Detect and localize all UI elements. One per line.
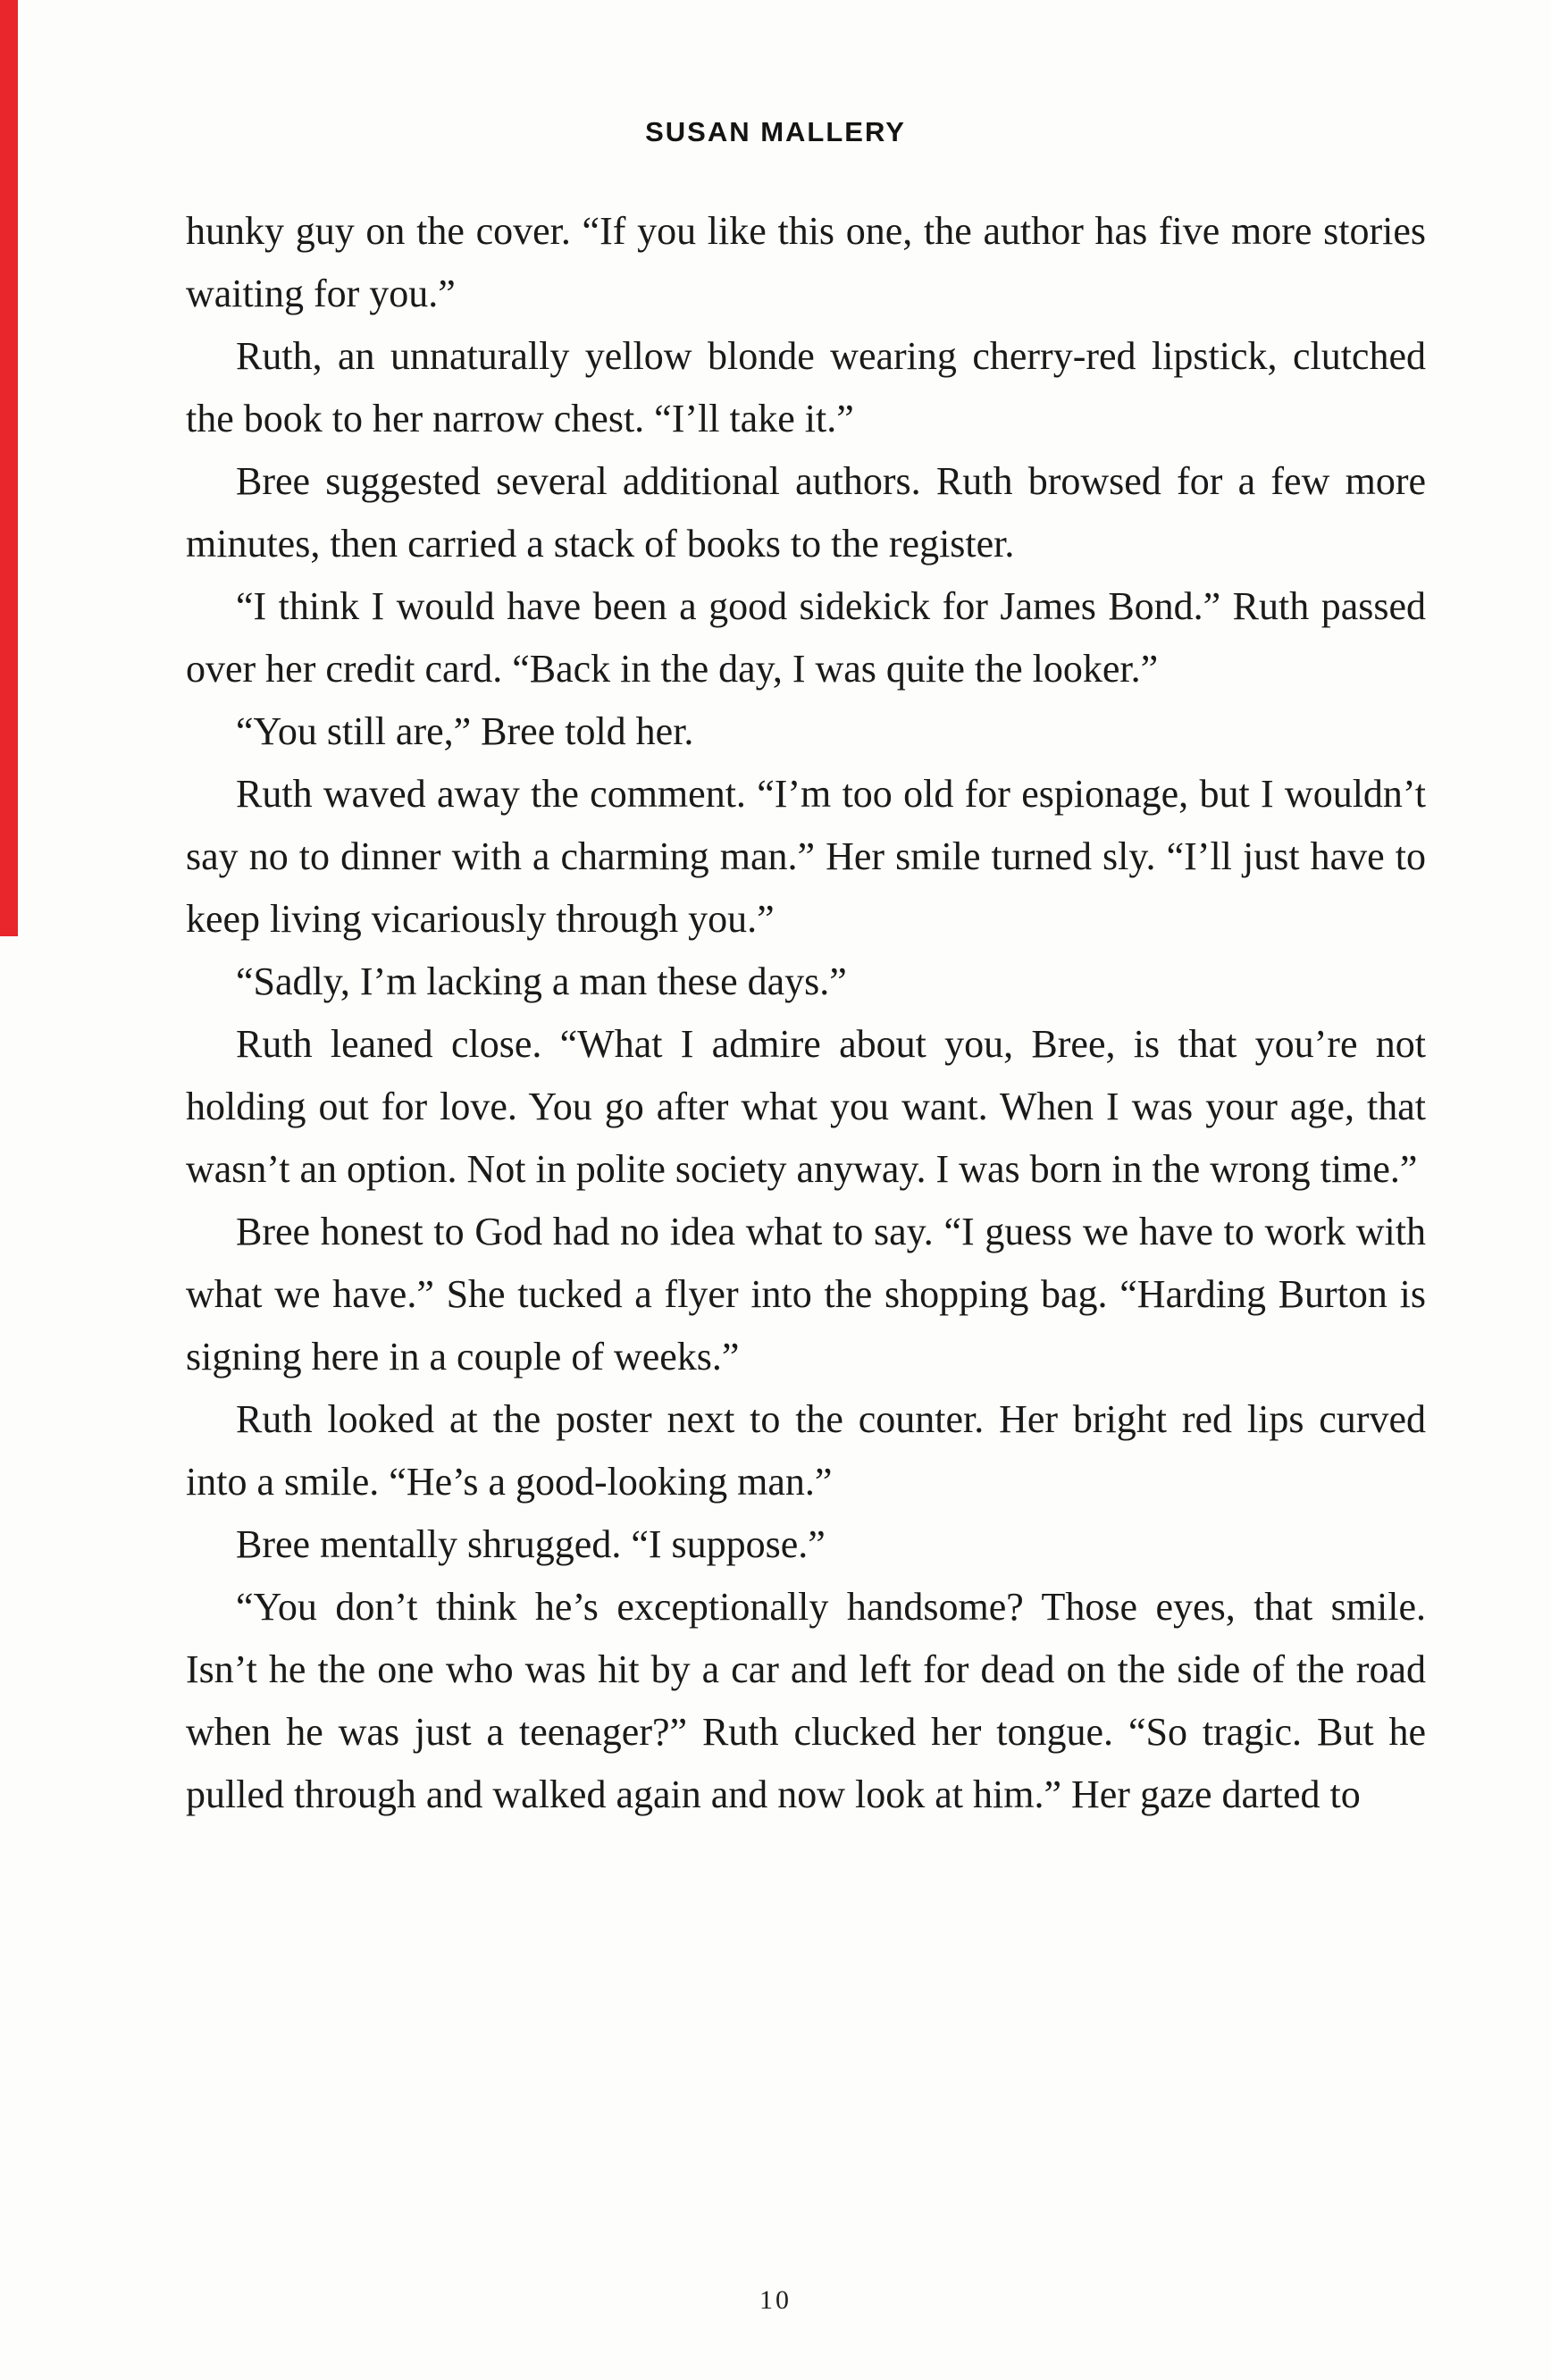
paragraph: “You still are,” Bree told her. — [236, 709, 694, 753]
paragraph: Ruth looked at the poster next to the counter. Her bright red lips curved into a smile. “He’s a good-looking man.” — [186, 1397, 1426, 1504]
paragraph: Ruth leaned close. “What I admire about you, Bree, is that you’re not holding out for love. You go after what you want. When I was your age, that wasn’t an option. Not in polite society anyway. I was born in the wrong time.” — [186, 1022, 1426, 1191]
paragraph: hunky guy on the cover. “If you like this one, the author has five more stories waiting for you.” — [186, 209, 1426, 315]
paragraph: Ruth waved away the comment. “I’m too old for espionage, but I wouldn’t say no to dinner with a charming man.” Her smile turned sly. “I’ll just have to keep living vicariously through you.” — [186, 772, 1426, 941]
paragraph: “I think I would have been a good sidekick for James Bond.” Ruth passed over her credit card. “Back in the day, I was quite the looker.” — [186, 584, 1426, 691]
running-header-author: SUSAN MALLERY — [645, 116, 906, 147]
paragraph: Bree mentally shrugged. “I suppose.” — [236, 1522, 826, 1566]
body-text — [186, 200, 1426, 1826]
paragraph: Bree honest to God had no idea what to say. “I guess we have to work with what we have.” She tucked a flyer into the shopping bag. “Harding Burton is signing here in a couple of weeks.” — [186, 1210, 1426, 1379]
paragraph: “Sadly, I’m lacking a man these days.” — [236, 960, 847, 1003]
page-number: 10 — [759, 2285, 792, 2315]
paragraph: “You don’t think he’s exceptionally handsome? Those eyes, that smile. Isn’t he the one who was hit by a car and left for dead on the side of the road when he was just a teenager?” Ruth clucked her tongue. “So tragic. But he pulled through and walked again and now look at him.” Her gaze darted to — [186, 1585, 1426, 1816]
paragraph: Bree suggested several additional authors. Ruth browsed for a few more minutes, then carried a stack of books to the register. — [186, 459, 1426, 566]
paragraph: Ruth, an unnaturally yellow blonde wearing cherry-red lipstick, clutched the book to her narrow chest. “I’ll take it.” — [186, 334, 1426, 440]
